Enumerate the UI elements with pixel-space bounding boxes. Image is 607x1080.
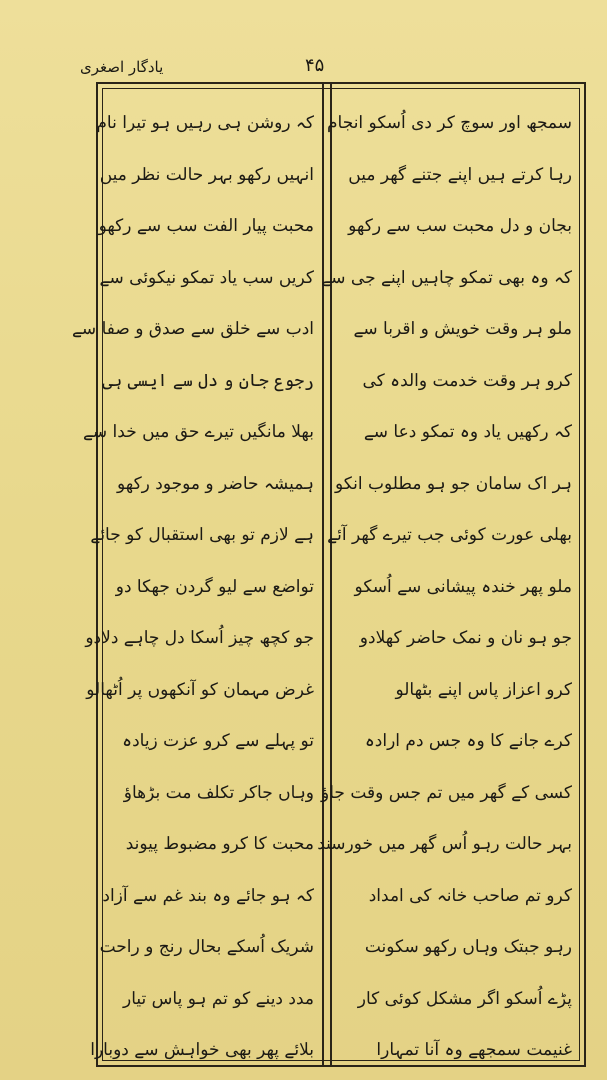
verse-line: جو ہو نان و نمک حاضر کھلادو <box>359 628 572 648</box>
verse-line: بلائے پھر بھی خواہش سے دوبارا <box>90 1040 314 1060</box>
page-number: ۴۵ <box>305 55 325 76</box>
verse-line: ادب سے خلق سے صدق و صفا سے <box>71 319 314 339</box>
verse-line: ملو پھر خندہ پیشانی سے اُسکو <box>354 576 572 597</box>
verse-line: بہر حالت رہو اُس گھر میں خورسند <box>317 834 572 854</box>
verse-line: محبت کا کرو مضبوط پیوند <box>125 834 314 854</box>
verse-line: کرو ہر وقت خدمت والدہ کی <box>362 370 572 391</box>
verse-line: تو پہلے سے کرو عزت زیادہ <box>122 731 314 751</box>
left-column <box>71 98 314 1077</box>
verse-line: ہر اک سامان جو ہو مطلوب انکو <box>334 473 572 494</box>
verse-line: کرے جانے کا وہ جس دم ارادہ <box>364 731 572 751</box>
verse-line: رجوع جان و دل سے ایسی ہی <box>102 370 314 391</box>
verse-line: محبت پیار الفت سب سے رکھو <box>98 216 314 236</box>
verse-line: رہو جبتک وہاں رکھو سکونت <box>364 937 572 957</box>
verse-line: غنیمت سمجھے وہ آنا تمہارا <box>376 1040 572 1060</box>
verse-line: ہے لازم تو بھی استقبال کو جائے <box>90 525 314 545</box>
verse-line: کہ روشن ہی رہیں ہو تیرا نام <box>96 113 314 133</box>
column-divider <box>330 84 332 1065</box>
right-column <box>317 98 572 1077</box>
verse-line: انہیں رکھو بہر حالت نظر میں <box>99 164 314 185</box>
verse-line: بجان و دل محبت سب سے رکھو <box>348 216 572 236</box>
verse-line: تواضع سے لیو گردن جھکا دو <box>115 576 314 597</box>
verse-line: جو کچھ چیز اُسکا دل چاہے دلادو <box>85 628 314 648</box>
column-divider <box>322 84 324 1065</box>
verse-line: بھلی عورت کوئی جب تیرے گھر آئے <box>327 525 572 545</box>
verse-line: پڑے اُسکو اگر مشکل کوئی کار <box>357 988 572 1009</box>
verse-line: کریں سب یاد تمکو نیکوئی سے <box>99 267 314 288</box>
verse-line: غرض مہمان کو آنکھوں پر اُٹھالو <box>86 679 314 700</box>
verse-line: سمجھ اور سوچ کر دی اُسکو انجام <box>327 113 572 133</box>
verse-line: وہاں جاکر تکلف مت بڑھاؤ <box>123 782 314 803</box>
verse-line: کہ رکھیں یاد وہ تمکو دعا سے <box>363 422 572 442</box>
text-frame <box>71 82 586 1067</box>
verse-line: مدد دینے کو تم ہو پاس تیار <box>123 988 314 1009</box>
verse-line: رہا کرتے ہیں اپنے جتنے گھر میں <box>348 164 572 185</box>
verse-line: کہ ہو جائے وہ بند غم سے آزاد <box>102 885 314 906</box>
verse-line: کہ وہ بھی تمکو چاہیں اپنے جی سے <box>321 267 572 288</box>
verse-line: ملو ہر وقت خویش و اقربا سے <box>353 319 572 339</box>
verse-line: ہمیشہ حاضر و موجود رکھو <box>116 473 314 494</box>
verse-line: بھلا مانگیں تیرے حق میں خدا سے <box>82 422 314 442</box>
verse-line: کرو اعزاز پاس اپنے بٹھالو <box>395 679 572 700</box>
header-title: یادگار اصغری <box>80 58 164 76</box>
verse-line: کرو تم صاحب خانہ کی امداد <box>368 885 572 906</box>
verse-line: کسی کے گھر میں تم جس وقت جاؤ <box>321 782 572 803</box>
verse-line: شریک اُسکے بحال رنج و راحت <box>99 937 314 957</box>
